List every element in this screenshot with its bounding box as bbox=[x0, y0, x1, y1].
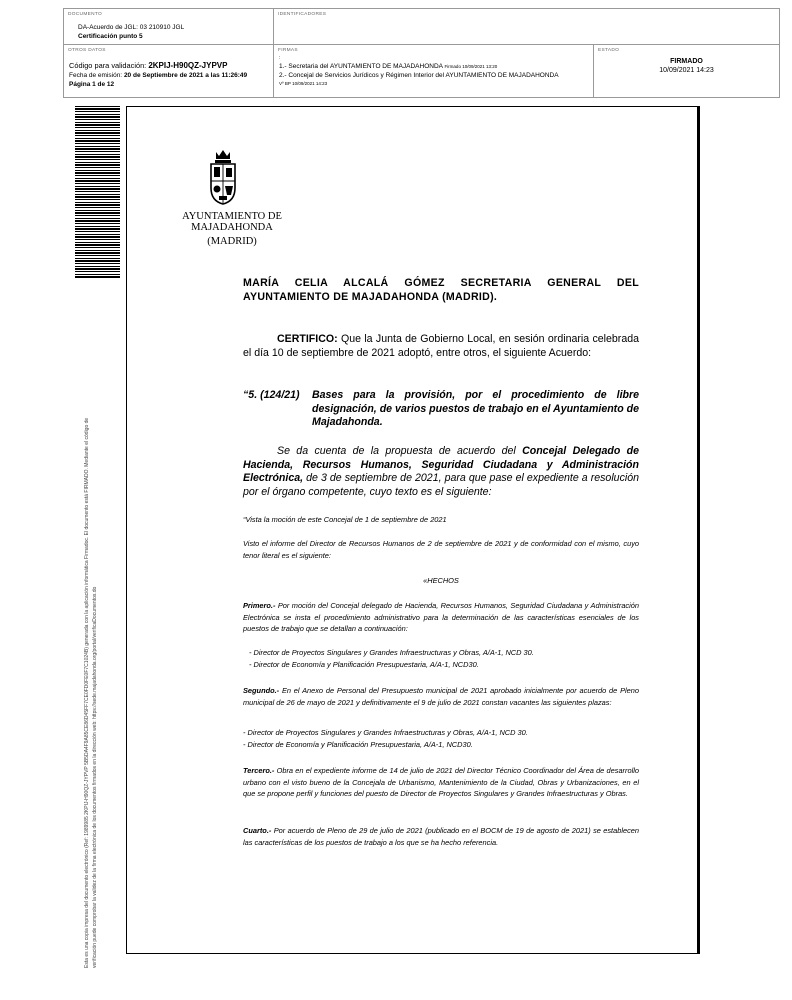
fecha-emision bbox=[69, 72, 247, 79]
list-item: - Director de Economía y Planificación Presupuestaria, A/A-1, NCD30. bbox=[243, 739, 473, 749]
certifico-label: CERTIFICO: bbox=[277, 333, 338, 345]
segundo-label: Segundo.- bbox=[243, 686, 280, 695]
firmas-cell bbox=[274, 45, 594, 97]
documento-line1: DA-Acuerdo de JGL: 03 210910 JGL bbox=[78, 24, 185, 31]
list-item: - Director de Proyectos Singulares y Grandes Infraestructuras y Obras, A/A-1, NCD 30. bbox=[249, 648, 534, 657]
codigo-validacion[interactable] bbox=[69, 61, 227, 70]
firma-1-date: Firmado 10/09/2021 13:20 bbox=[444, 64, 498, 69]
document-heading: MARÍA CELIA ALCALÁ GÓMEZ SECRETARIA GENERAL DEL AYUNTAMIENTO DE MAJADAHONDA (MADRID). bbox=[243, 277, 639, 303]
segundo-text: En el Anexo de Personal del Presupuesto municipal de 2021 aprobado inicialmente por acuerdo de Pleno municipal de 26 de mayo de 2021 y definitivamente el 9 de julio de 2021 constan vacantes las siguientes plazas: bbox=[243, 686, 639, 707]
estado-cell bbox=[594, 45, 779, 97]
barcode-image bbox=[75, 106, 120, 278]
ayuntamiento-line3: (MADRID) bbox=[207, 236, 257, 247]
fecha-value: 20 de Septiembre de 2021 a las 11:26:49 bbox=[123, 72, 248, 79]
cuenta-pre: Se da cuenta de la propuesta de acuerdo del bbox=[277, 445, 523, 457]
primero-paragraph bbox=[243, 600, 639, 635]
ayuntamiento-line2: MAJADAHONDA bbox=[191, 222, 273, 233]
tercero-paragraph bbox=[243, 765, 639, 800]
segundo-list bbox=[243, 727, 639, 750]
certifico-paragraph bbox=[243, 333, 639, 360]
firmas-caption: FIRMAS bbox=[278, 48, 298, 53]
cuenta-bold: Concejal Delegado de Hacienda, Recursos Humanos, Seguridad Ciudadana y Administración Electrónica, bbox=[243, 445, 640, 484]
cuarto-paragraph bbox=[243, 825, 639, 848]
tercero-text: Obra en el expediente informe de 14 de julio de 2021 del Director Técnico Coordinador del Área de desarrollo urbano con el visto bueno de la Concejala de Urbanismo, Mantenimiento de la Ciudad, Obras y Urbanizaciones, en el que se propone perfil y funciones del puesto de Director de Proyectos Singulares y Grandes Infraestructuras y Obras. bbox=[243, 766, 639, 798]
firma-1 bbox=[279, 63, 497, 70]
primero-list bbox=[249, 647, 639, 670]
ayuntamiento-line1: AYUNTAMIENTO DE bbox=[182, 211, 282, 222]
firma-1-text: 1.- Secretaria del AYUNTAMIENTO DE MAJADAHONDA bbox=[279, 63, 443, 70]
otros-caption: OTROS DATOS bbox=[68, 48, 106, 53]
identificadores-cell bbox=[274, 9, 779, 45]
codigo-value: 2KPIJ-H90QZ-JYPVP bbox=[148, 61, 228, 70]
vista-paragraph: “Vista la moción de este Concejal de 1 de septiembre de 2021 bbox=[243, 515, 447, 524]
firma-2-date: Vº BP 10/09/2021 14:23 bbox=[279, 81, 328, 86]
tercero-label: Tercero.- bbox=[243, 766, 275, 775]
side-note-line1: Esta es una copia impresa del documento electrónico (Ref: 1989985 2KPIJ-H90QZ-JYPVP 5B5DA4F9A85CE86D45FF7CE0FD0FE0F7C1024B) generada con la aplicación informática Firmadoc. El documento está FIRMADO. Mediante el código de bbox=[84, 417, 90, 968]
primero-label: Primero.- bbox=[243, 601, 276, 610]
codigo-label: Código para validación: bbox=[69, 61, 147, 70]
primero-text: Por moción del Concejal delegado de Hacienda, Recursos Humanos, Seguridad Ciudadana y Administración Electrónica se insta el procedimiento administrativo para la determinación de las características esenciales de los puestos de trabajo que se detallan a continuación: bbox=[243, 601, 639, 633]
pagina-indicator: Página 1 de 12 bbox=[69, 81, 115, 88]
hechos-heading: «HECHOS bbox=[423, 576, 459, 585]
estado-caption: ESTADO bbox=[598, 48, 620, 53]
estado-value: FIRMADO bbox=[670, 58, 703, 65]
acuerdo-title: Bases para la provisión, por el procedimiento de libre designación, de varios puestos de trabajo en el Ayuntamiento de Majadahonda. bbox=[312, 389, 639, 428]
firma-colon: : bbox=[279, 55, 281, 61]
documento-caption: DOCUMENTO bbox=[68, 12, 103, 17]
identificadores-caption: IDENTIFICADORES bbox=[278, 12, 327, 17]
list-item: - Director de Economía y Planificación Presupuestaria, A/A-1, NCD30. bbox=[249, 659, 479, 669]
segundo-paragraph bbox=[243, 685, 639, 708]
documento-cell bbox=[64, 9, 274, 45]
estado-date: 10/09/2021 14:23 bbox=[659, 67, 714, 74]
coat-of-arms-icon bbox=[207, 148, 239, 206]
ayuntamiento-name bbox=[172, 211, 292, 247]
cuarto-label: Cuarto.- bbox=[243, 826, 272, 835]
firma-2-text: 2.- Concejal de Servicios Jurídicos y Régimen Interior del AYUNTAMIENTO DE MAJADAHONDA bbox=[279, 72, 559, 79]
otros-datos-cell bbox=[64, 45, 274, 97]
cuenta-paragraph bbox=[243, 445, 639, 499]
certifico-text: Que la Junta de Gobierno Local, en sesión ordinaria celebrada el día 10 de septiembre de 2021 adoptó, entre otros, el siguiente Acuerdo: bbox=[243, 333, 639, 359]
acuerdo-number: “5. (124/21) bbox=[243, 389, 300, 401]
side-note-line2: verificación puede comprobar la validez de la firma electrónica de los documentos firmados en la dirección web: https://sede.majadahonda.org/portal/verificaDocumentos.do bbox=[92, 586, 98, 968]
fecha-label: Fecha de emisión: bbox=[69, 72, 123, 79]
cuenta-post: de 3 de septiembre de 2021, para que pase el expediente a resolución por el órgano competente, cuyo texto es el siguiente: bbox=[243, 472, 639, 498]
cuarto-text: Por acuerdo de Pleno de 29 de julio de 2021 (publicado en el BOCM de 19 de agosto de 2021) se establecen las características de los puestos de trabajo a los que se ha hecho referencia. bbox=[243, 826, 639, 847]
documento-line2: Certificación punto 5 bbox=[78, 33, 143, 40]
visto-paragraph: Visto el informe del Director de Recursos Humanos de 2 de septiembre de 2021 y de conformidad con el mismo, cuyo tenor literal es el siguiente: bbox=[243, 539, 639, 560]
document-metadata-header bbox=[63, 8, 780, 98]
list-item: - Director de Proyectos Singulares y Grandes Infraestructuras y Obras, A/A-1, NCD 30. bbox=[243, 728, 528, 737]
